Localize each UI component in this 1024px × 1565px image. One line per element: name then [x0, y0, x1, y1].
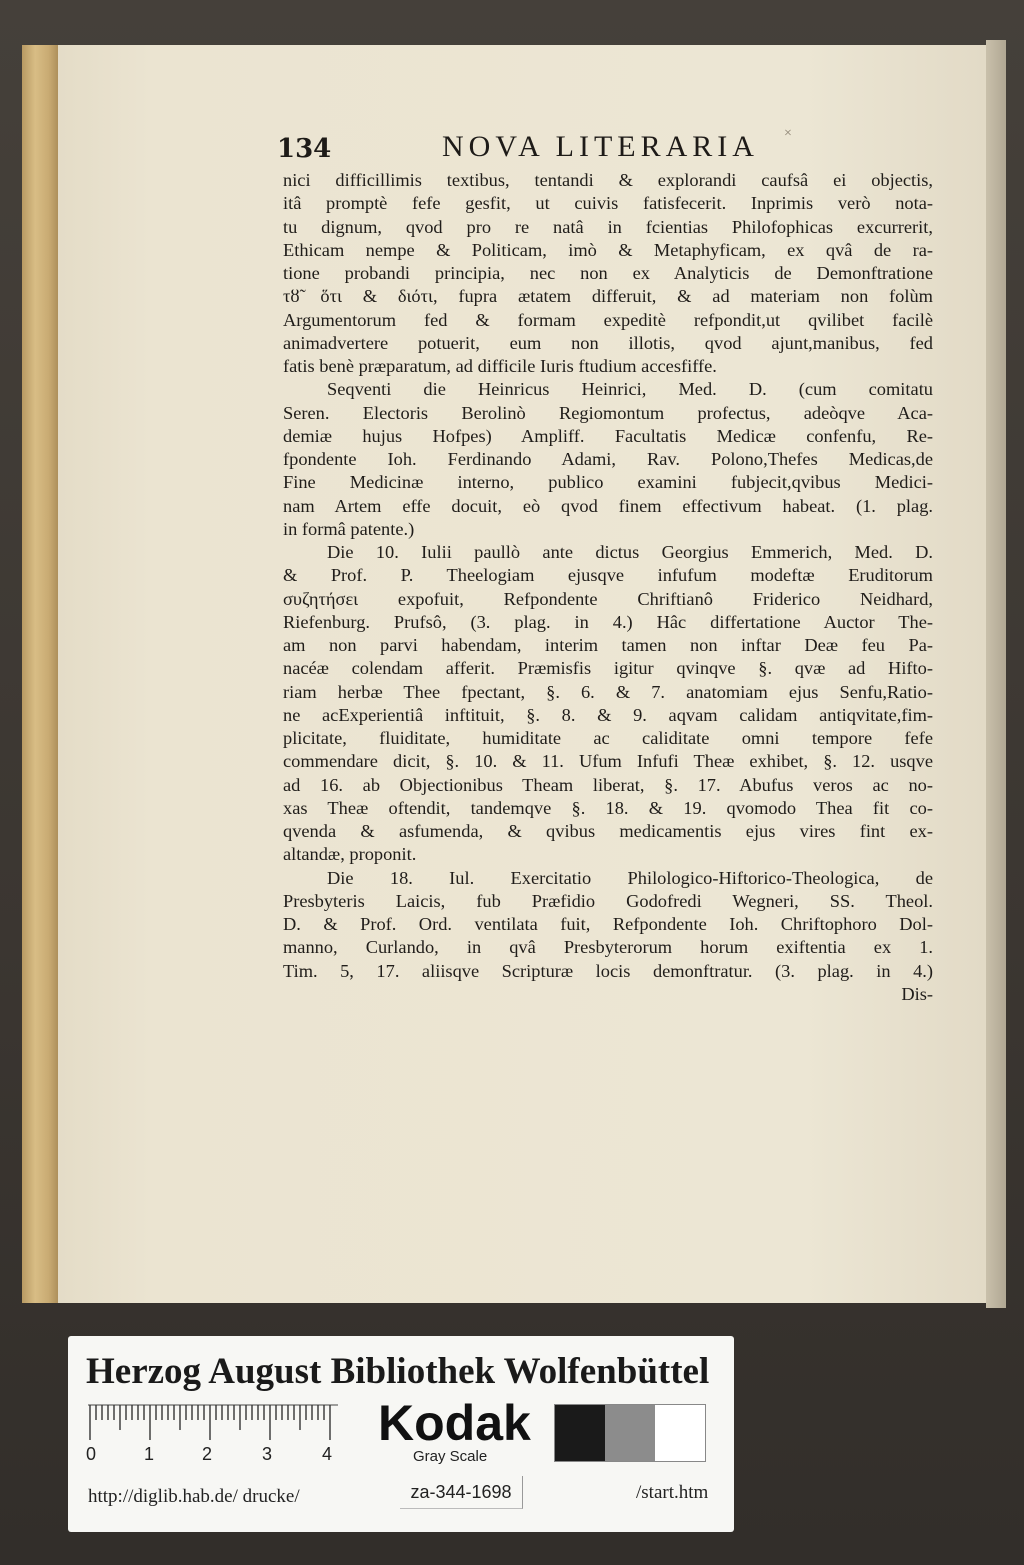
kodak-logo: Kodak	[378, 1395, 531, 1451]
text-line: Seqventi die Heinricus Heinrici, Med. D. (cum comitatu	[327, 379, 933, 400]
text-line: qvenda & asfumenda, & qvibus medicamentis ejus vires fint ex-	[283, 821, 933, 841]
scale-number: 1	[144, 1444, 155, 1464]
text-line: Presbyteris Laicis, fub Præfidio Godofredi Wegneri, SS. Theol.	[283, 890, 933, 911]
gray-scale-swatches	[554, 1404, 706, 1462]
text-line: altandæ, proponit.	[283, 844, 417, 865]
text-line: animadvertere potuerit, eum non illotis, qvod ajunt,manibus, fed	[283, 332, 933, 353]
scan-target-card	[68, 1336, 734, 1532]
text-line: am non parvi habendam, interim tamen non inftar Deæ feu Pa-	[283, 635, 933, 655]
scale-number: 4	[322, 1444, 333, 1464]
text-line: Die 18. Iul. Exercitatio Philologico-Hiftorico-Theologica, de	[327, 867, 933, 888]
text-line: Ethicam nempe & Politicam, imò & Metaphyficam, ex qvâ de ra-	[283, 239, 933, 260]
text-line: nacéæ colendam afferit. Præmisfis igitur qvinqve §. qvæ ad Hifto-	[283, 658, 933, 679]
text-line: tione probandi principia, nec non ex Analyticis de Demonftratione	[283, 263, 933, 283]
shelfmark: za-344-1698	[400, 1476, 523, 1509]
text-line: xas Theæ oftendit, tandemqve §. 18. & 19. qvomodo Thea fit co-	[283, 797, 933, 818]
text-line: fatis benè præparatum, ad difficile Iuris ftudium accesfiffe.	[283, 356, 717, 376]
scale-number: 2	[202, 1444, 213, 1464]
text-line: itâ promptè fefe gesfit, ut cuivis fatisfecerit. Inprimis verò nota-	[283, 193, 933, 214]
text-line: συζητήσει expofuit, Refpondente Chriftianô Friderico Neidhard,	[283, 588, 933, 609]
text-line: nici difficillimis textibus, tentandi & explorandi caufsâ ei objectis,	[283, 170, 933, 190]
text-line: plicitate, fluiditate, humiditate ac caliditate omni tempore fefe	[283, 728, 933, 748]
source-url: http://diglib.hab.de/ drucke/	[88, 1486, 300, 1507]
page-number: 134	[277, 134, 332, 164]
text-line: demiæ hujus Hofpes) Ampliff. Facultatis Medicæ confenfu, Re-	[283, 425, 933, 446]
start-url: /start.htm	[636, 1482, 709, 1503]
text-line: riam herbæ Thee fpectant, §. 6. & 7. anatomiam ejus Senfu,Ratio-	[283, 681, 933, 702]
text-line: Die 10. Iulii paullò ante dictus Georgius Emmerich, Med. D.	[327, 542, 933, 562]
gray-swatch-mid	[605, 1405, 655, 1461]
text-line: fpondente Ioh. Ferdinando Adami, Rav. Polono,Thefes Medicas,de	[283, 449, 933, 469]
text-line: commendare dicit, §. 10. & 11. Ufum Infufi Theæ exhibet, §. 12. usqve	[283, 751, 933, 772]
text-line: & Prof. P. Theelogiam ejusqve infufum modeftæ Eruditorum	[283, 565, 933, 586]
scale-number: 3	[262, 1444, 273, 1464]
text-line: Dis-	[901, 983, 933, 1004]
text-line: ad 16. ab Objectionibus Theam liberat, §. 17. Abufus veros ac no-	[283, 774, 933, 795]
text-line: Riefenburg. Prufsô, (3. plag. in 4.) Hâc differtatione Auctor The-	[283, 611, 933, 632]
text-line: D. & Prof. Ord. ventilata fuit, Refpondente Ioh. Chriftophoro Dol-	[283, 914, 933, 934]
gray-scale-label: Gray Scale	[413, 1448, 488, 1465]
scale-number: 0	[86, 1444, 97, 1464]
text-line: Seren. Electoris Berolinò Regiomontum profectus, adeòqve Aca-	[283, 402, 933, 423]
body-text	[283, 169, 933, 1006]
text-line: tu dignum, qvod pro re natâ in fcientias Philofophicas excurrerit,	[283, 216, 933, 237]
pencil-mark: ×	[784, 126, 792, 141]
book-edge	[22, 45, 60, 1303]
text-line: in formâ patente.)	[283, 518, 415, 539]
text-line: Argumentorum fed & formam expeditè refpondit,ut qvilibet facilè	[283, 309, 933, 330]
running-title: NOVA LITERARIA	[442, 130, 759, 163]
text-line: manno, Curlando, in qvâ Presbyterorum horum exiftentia ex 1.	[283, 937, 933, 958]
library-title: Herzog August Bibliothek Wolfenbüttel	[86, 1351, 710, 1392]
page-header	[277, 130, 937, 170]
gray-swatch-white	[655, 1405, 705, 1461]
gray-swatch-black	[555, 1405, 605, 1461]
text-line: ne acExperientiâ inftituit, §. 8. & 9. aqvam calidam antiqvitate,fim-	[283, 704, 933, 725]
text-line: Tim. 5, 17. aliisqve Scripturæ locis demonftratur. (3. plag. in 4.)	[283, 960, 933, 981]
scale-numbers	[86, 1444, 346, 1468]
ruler-scale	[88, 1404, 338, 1444]
text-line: Fine Medicinæ interno, publico examini fubjecit,qvibus Medici-	[283, 472, 933, 493]
text-line: τȣ̃ ὅτι & διότι, fupra ætatem differuit, & ad materiam non folùm	[283, 286, 933, 307]
text-line: nam Artem effe docuit, eò qvod finem effectivum habeat. (1. plag.	[283, 495, 933, 516]
page-gutter	[986, 40, 1006, 1308]
